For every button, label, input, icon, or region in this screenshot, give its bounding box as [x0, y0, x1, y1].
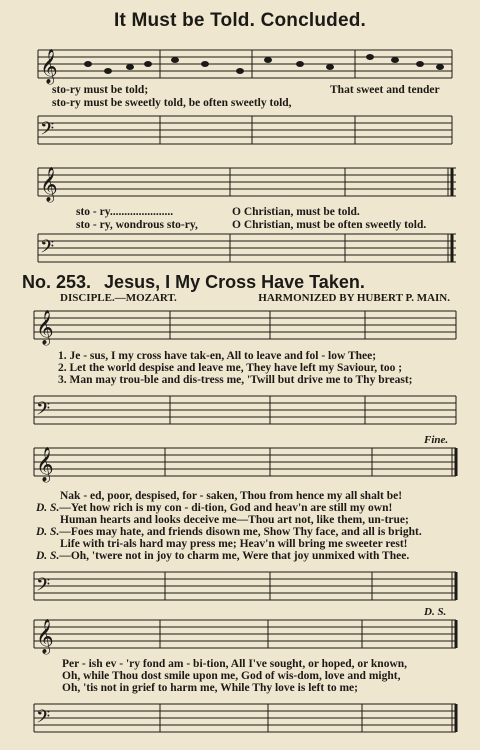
hymn-number: No. 253.	[22, 272, 92, 292]
verse-line: Oh, while Thou dost smile upon me, God of wis-dom, love and might,	[62, 670, 401, 682]
tune-credit: DISCIPLE.—MOZART.	[60, 292, 177, 304]
verse-line: 1. Je - sus, I my cross have tak-en, All to leave and fol - low Thee;	[58, 350, 377, 362]
hymn-title-253	[22, 272, 365, 293]
verse-line: D. S.—Foes may hate, and friends disown me, Show Thy face, and all is bright.	[36, 526, 422, 538]
lyric-line: O Christian, must be told.	[232, 206, 360, 218]
staff-system-5-bass	[0, 700, 480, 740]
lyric-line: O Christian, must be often sweetly told.	[232, 219, 427, 231]
hymn-title-concluded: It Must be Told. Concluded.	[113, 10, 367, 31]
lyric-line: sto - ry, wondrous sto-ry,	[76, 219, 198, 231]
harmonizer-credit: HARMONIZED BY HUBERT P. MAIN.	[258, 292, 450, 304]
staff-system-4-treble	[0, 442, 480, 487]
verse-line: D. S.—Oh, 'twere not in joy to charm me, Were that joy unmixed with Thee.	[36, 550, 410, 562]
staff-system-1-bass	[0, 110, 480, 160]
staff-system-5-treble	[0, 614, 480, 659]
verse-line: Life with tri-als hard may press me; Heav'n will bring me sweeter rest!	[60, 538, 408, 550]
fine-marking: Fine.	[424, 434, 449, 446]
lyric-line: sto-ry must be sweetly told, be often sweetly told,	[52, 97, 292, 109]
staff-system-2-treble	[0, 160, 480, 210]
staff-system-4-bass	[0, 568, 480, 608]
hymn-title-text: Jesus, I My Cross Have Taken.	[104, 272, 365, 292]
lyric-line: sto - ry......................	[76, 206, 174, 218]
svg-text:𝄞: 𝄞	[40, 49, 58, 84]
svg-text:𝄞: 𝄞	[36, 619, 54, 654]
lyric-line: That sweet and tender	[330, 84, 440, 96]
verse-line: Nak - ed, poor, despised, for - saken, Thou from hence my all shalt be!	[60, 490, 403, 502]
verse-line: Oh, 'tis not in grief to harm me, While Thy love is left to me;	[62, 682, 358, 694]
ds-marking: D. S.	[424, 606, 447, 618]
verse-line: 2. Let the world despise and leave me, They have left my Saviour, too ;	[58, 362, 403, 374]
verse-line: Human hearts and looks deceive me—Thou art not, like them, un-true;	[60, 514, 409, 526]
svg-text:𝄢: 𝄢	[40, 237, 55, 262]
staff-system-3-bass	[0, 392, 480, 432]
svg-text:𝄢: 𝄢	[40, 119, 55, 144]
svg-text:𝄢: 𝄢	[36, 575, 51, 600]
verse-line: Per - ish ev - 'ry fond am - bi-tion, All I've sought, or hoped, or known,	[62, 658, 408, 670]
svg-text:𝄞: 𝄞	[36, 310, 54, 345]
staff-system-2-bass	[0, 230, 480, 270]
svg-text:𝄞: 𝄞	[36, 447, 54, 482]
verse-line: D. S.—Yet how rich is my con - di-tion, God and heav'n are still my own!	[36, 502, 393, 514]
verse-line: 3. Man may trou-ble and dis-tress me, 'Twill but drive me to Thy breast;	[58, 374, 413, 386]
lyric-line: sto-ry must be told;	[52, 84, 149, 96]
staff-system-3-treble	[0, 305, 480, 350]
svg-text:𝄢: 𝄢	[36, 399, 51, 424]
svg-text:𝄞: 𝄞	[40, 167, 58, 202]
svg-text:𝄢: 𝄢	[36, 707, 51, 732]
